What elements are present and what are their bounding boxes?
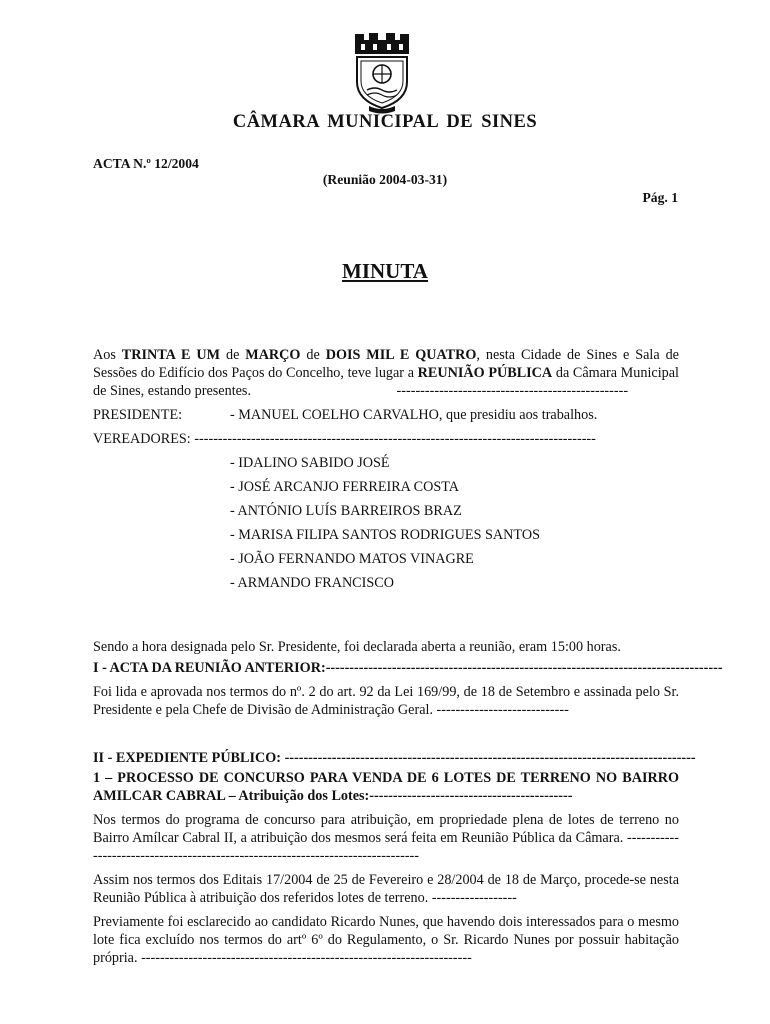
president-label: PRESIDENTE: [93,407,183,423]
institution-title: CÂMARA MUNICIPAL DE SINES [232,112,538,132]
item1-paragraph-2: Assim nos termos dos Editais 17/2004 de 25 de Fevereiro e 28/2004 de 18 de Março, procede-se nesta Reunião Pública à atribuição dos referidos lotes de terreno. ------------------ [93,872,679,906]
document-body [93,346,723,967]
councillors-label: VEREADORES: [93,431,191,447]
section1-heading: I - ACTA DA REUNIÃO ANTERIOR: ------------------------------------------------------------------------------------ [93,660,723,676]
item1-heading: 1 – PROCESSO DE CONCURSO PARA VENDA DE 6 LOTES DE TERRENO NO BAIRRO AMILCAR CABRAL – Atribuição dos Lotes:------------------------------------------- [93,770,679,804]
dash-filler: ------------------------------------------------- [393,383,629,399]
page-number: Pág. 1 [642,190,678,205]
councillor-item: - JOÃO FERNANDO MATOS VINAGRE [230,551,474,567]
president-name: - MANUEL COELHO CARVALHO, que presidiu aos trabalhos. [230,407,598,423]
councillor-item: - MARISA FILIPA SANTOS RODRIGUES SANTOS [230,527,540,543]
councillor-item: - IDALINO SABIDO JOSÉ [230,455,390,471]
councillors-row: VEREADORES: ------------------------------------------------------------------------------------- [93,431,596,447]
councillor-item: - ARMANDO FRANCISCO [230,575,394,591]
president-row [93,406,679,424]
councillor-item: - ANTÓNIO LUÍS BARREIROS BRAZ [230,503,462,519]
document-title: MINUTA [342,259,428,283]
item1-paragraph-1: Nos termos do programa de concurso para atribuição, em propriedade plena de lotes de terreno no Bairro Amílcar Cabral II, a atribuição dos mesmos será feita em Reunião Pública da Câmara. -------------------------------------------------------------------------------- [93,812,679,864]
intro-paragraph: Aos TRINTA E UM de MARÇO de DOIS MIL E QUATRO, nesta Cidade de Sines e Sala de Sessões do Edifício dos Paços do Concelho, teve lugar a REUNIÃO PÚBLICA da Câmara Municipal de Sines, estando presentes. [93,347,679,399]
councillor-item: - JOSÉ ARCANJO FERREIRA COSTA [230,479,460,495]
opening-statement: Sendo a hora designada pelo Sr. Presidente, foi declarada aberta a reunião, eram 15:00 horas. [93,639,621,655]
section2-heading: II - EXPEDIENTE PÚBLICO: --------------------------------------------------------------------------------------- [93,750,696,766]
section1-text: Foi lida e aprovada nos termos do nº. 2 do art. 92 da Lei 169/99, de 18 de Setembro e assinada pelo Sr. Presidente e pela Chefe de Divisão de Administração Geral. ---------------------------- [93,684,679,718]
acta-number: ACTA N.º 12/2004 [93,156,199,171]
item1-paragraph-3: Previamente foi esclarecido ao candidato Ricardo Nunes, que havendo dois interessados para o mesmo lote fica excluído nos termos do artº 6º do Regulamento, o Sr. Ricardo Nunes por possuir habitação própria. ---------------------------------------------------------------------- [93,914,679,966]
meeting-date: (Reunião 2004-03-31) [322,172,448,187]
municipal-coat-of-arms-icon [343,30,421,114]
